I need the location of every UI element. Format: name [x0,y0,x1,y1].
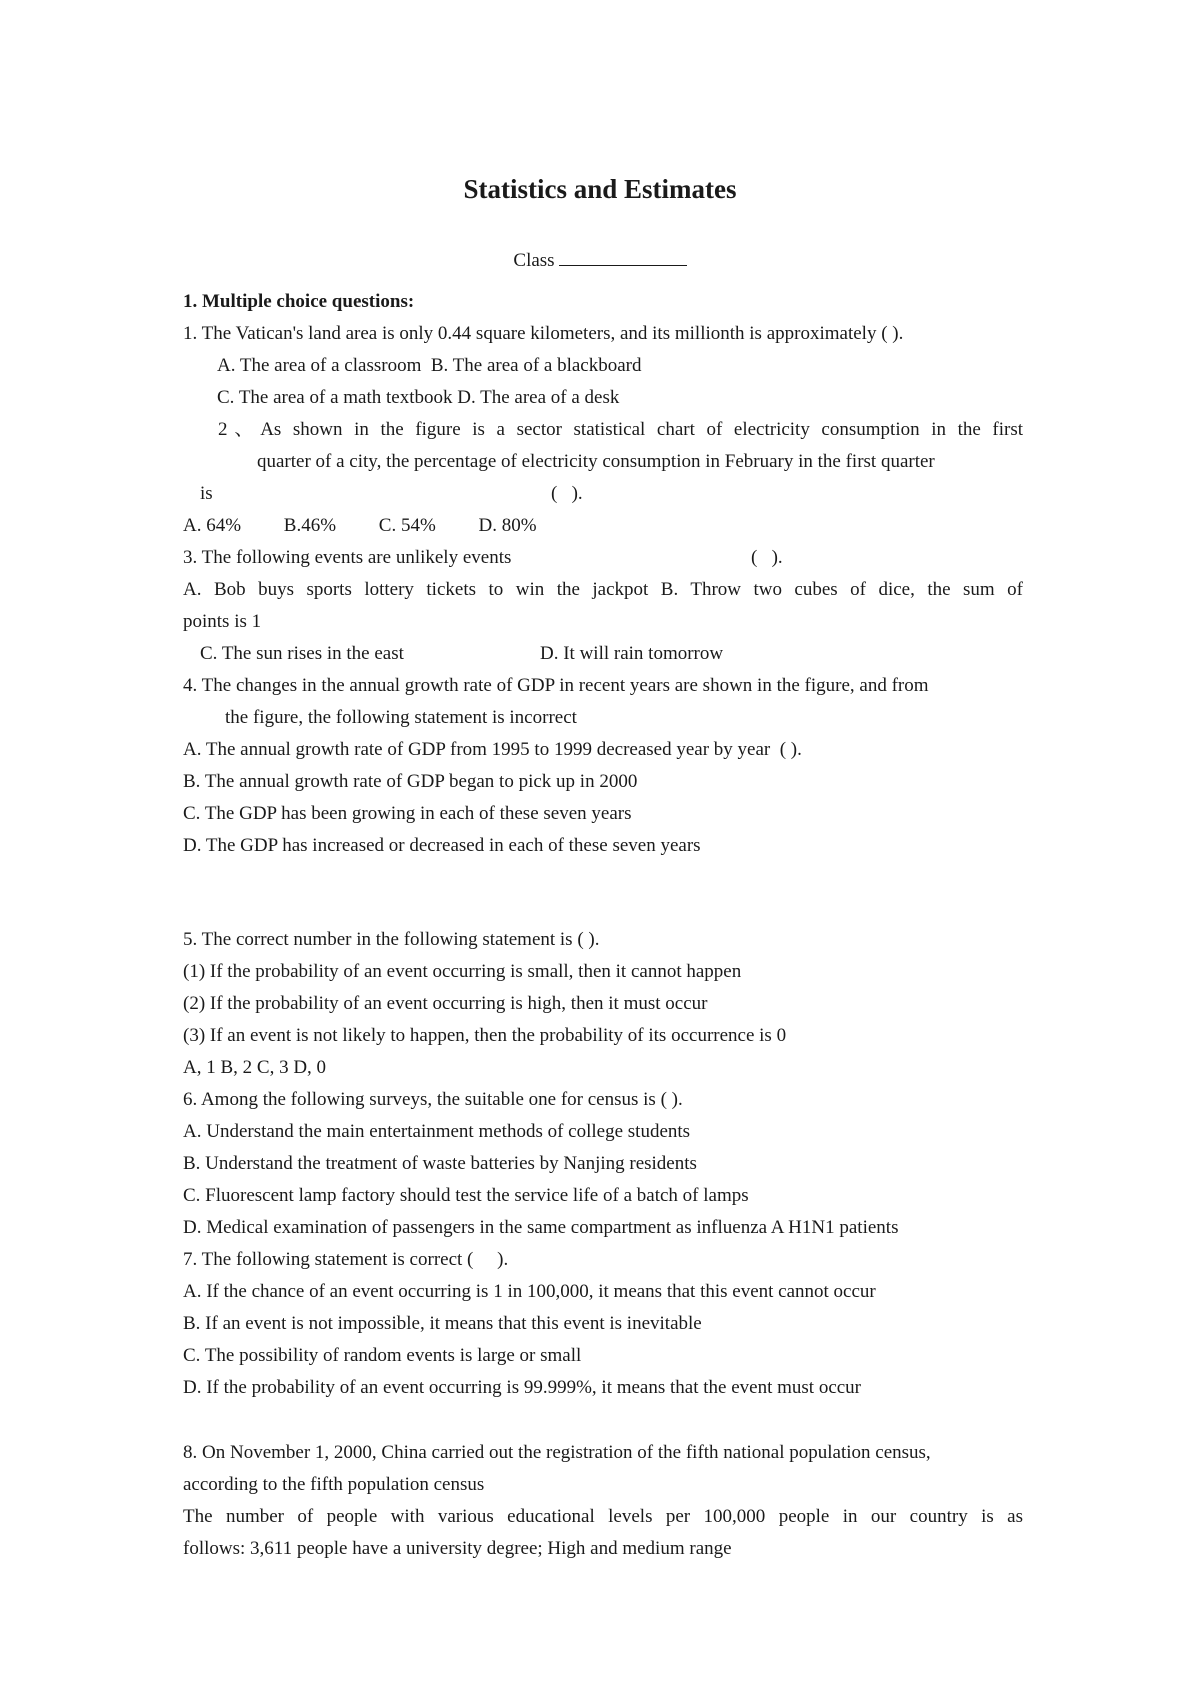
q4-line1: 4. The changes in the annual growth rate of GDP in recent years are shown in the figure, and from [183,675,929,696]
q2-line2: quarter of a city, the percentage of electricity consumption in February in the first quarter [257,451,935,472]
q8-line2: according to the fifth population census [183,1474,485,1495]
q5-statement-3: (3) If an event is not likely to happen, then the probability of its occurrence is 0 [183,1025,787,1046]
q7-option-b: B. If an event is not impossible, it means that this event is inevitable [183,1313,702,1334]
q3-answer-paren: ( ). [751,547,783,568]
class-blank[interactable] [559,248,687,266]
q7-stem: 7. The following statement is correct ( ). [183,1249,509,1270]
q5-options: A, 1 B, 2 C, 3 D, 0 [183,1057,327,1078]
q7-option-a: A. If the chance of an event occurring is 1 in 100,000, it means that this event cannot occur [183,1281,876,1302]
class-label: Class [513,250,555,271]
q3-options-ab-line2: points is 1 [183,611,262,632]
q4-option-d: D. The GDP has increased or decreased in each of these seven years [183,835,701,856]
q3-stem: 3. The following events are unlikely events [183,547,512,568]
q3-option-d: D. It will rain tomorrow [540,643,724,664]
q4-line2: the figure, the following statement is incorrect [225,707,577,728]
q2-line3-is: is [200,483,213,504]
q1-options-cd: C. The area of a math textbook D. The area of a desk [217,387,620,408]
q5-stem: 5. The correct number in the following statement is ( ). [183,929,600,950]
q5-statement-2: (2) If the probability of an event occurring is high, then it must occur [183,993,708,1014]
q2-answer-paren: ( ). [551,483,583,504]
q7-option-c: C. The possibility of random events is large or small [183,1345,582,1366]
q1-options-ab: A. The area of a classroom B. The area of a blackboard [217,355,642,376]
q8-line3: The number of people with various educational levels per 100,000 people in our country is as [183,1506,1023,1527]
q6-option-a: A. Understand the main entertainment methods of college students [183,1121,691,1142]
q3-option-c: C. The sun rises in the east [200,643,404,664]
q4-option-b: B. The annual growth rate of GDP began to pick up in 2000 [183,771,638,792]
q4-option-c: C. The GDP has been growing in each of these seven years [183,803,632,824]
q2-options: A. 64% B.46% C. 54% D. 80% [183,515,537,536]
q6-option-b: B. Understand the treatment of waste batteries by Nanjing residents [183,1153,697,1174]
q5-statement-1: (1) If the probability of an event occurring is small, then it cannot happen [183,961,742,982]
class-field [0,248,1200,272]
q6-option-d: D. Medical examination of passengers in the same compartment as influenza A H1N1 patients [183,1217,899,1238]
q6-option-c: C. Fluorescent lamp factory should test the service life of a batch of lamps [183,1185,749,1206]
q3-options-ab-line1: A. Bob buys sports lottery tickets to win the jackpot B. Throw two cubes of dice, the sum of [183,579,1023,600]
q4-option-a: A. The annual growth rate of GDP from 1995 to 1999 decreased year by year ( ). [183,739,802,760]
q8-line1: 8. On November 1, 2000, China carried out the registration of the fifth national population census, [183,1442,931,1463]
q6-stem: 6. Among the following surveys, the suitable one for census is ( ). [183,1089,683,1110]
q1-stem: 1. The Vatican's land area is only 0.44 square kilometers, and its millionth is approximately ( ). [183,323,904,344]
q2-line1: 2、As shown in the figure is a sector statistical chart of electricity consumption in the first [218,419,1023,440]
page-title: Statistics and Estimates [463,174,737,204]
q8-line4: follows: 3,611 people have a university degree; High and medium range [183,1538,732,1559]
section-heading: 1. Multiple choice questions: [183,291,415,312]
q7-option-d: D. If the probability of an event occurring is 99.999%, it means that the event must occur [183,1377,862,1398]
